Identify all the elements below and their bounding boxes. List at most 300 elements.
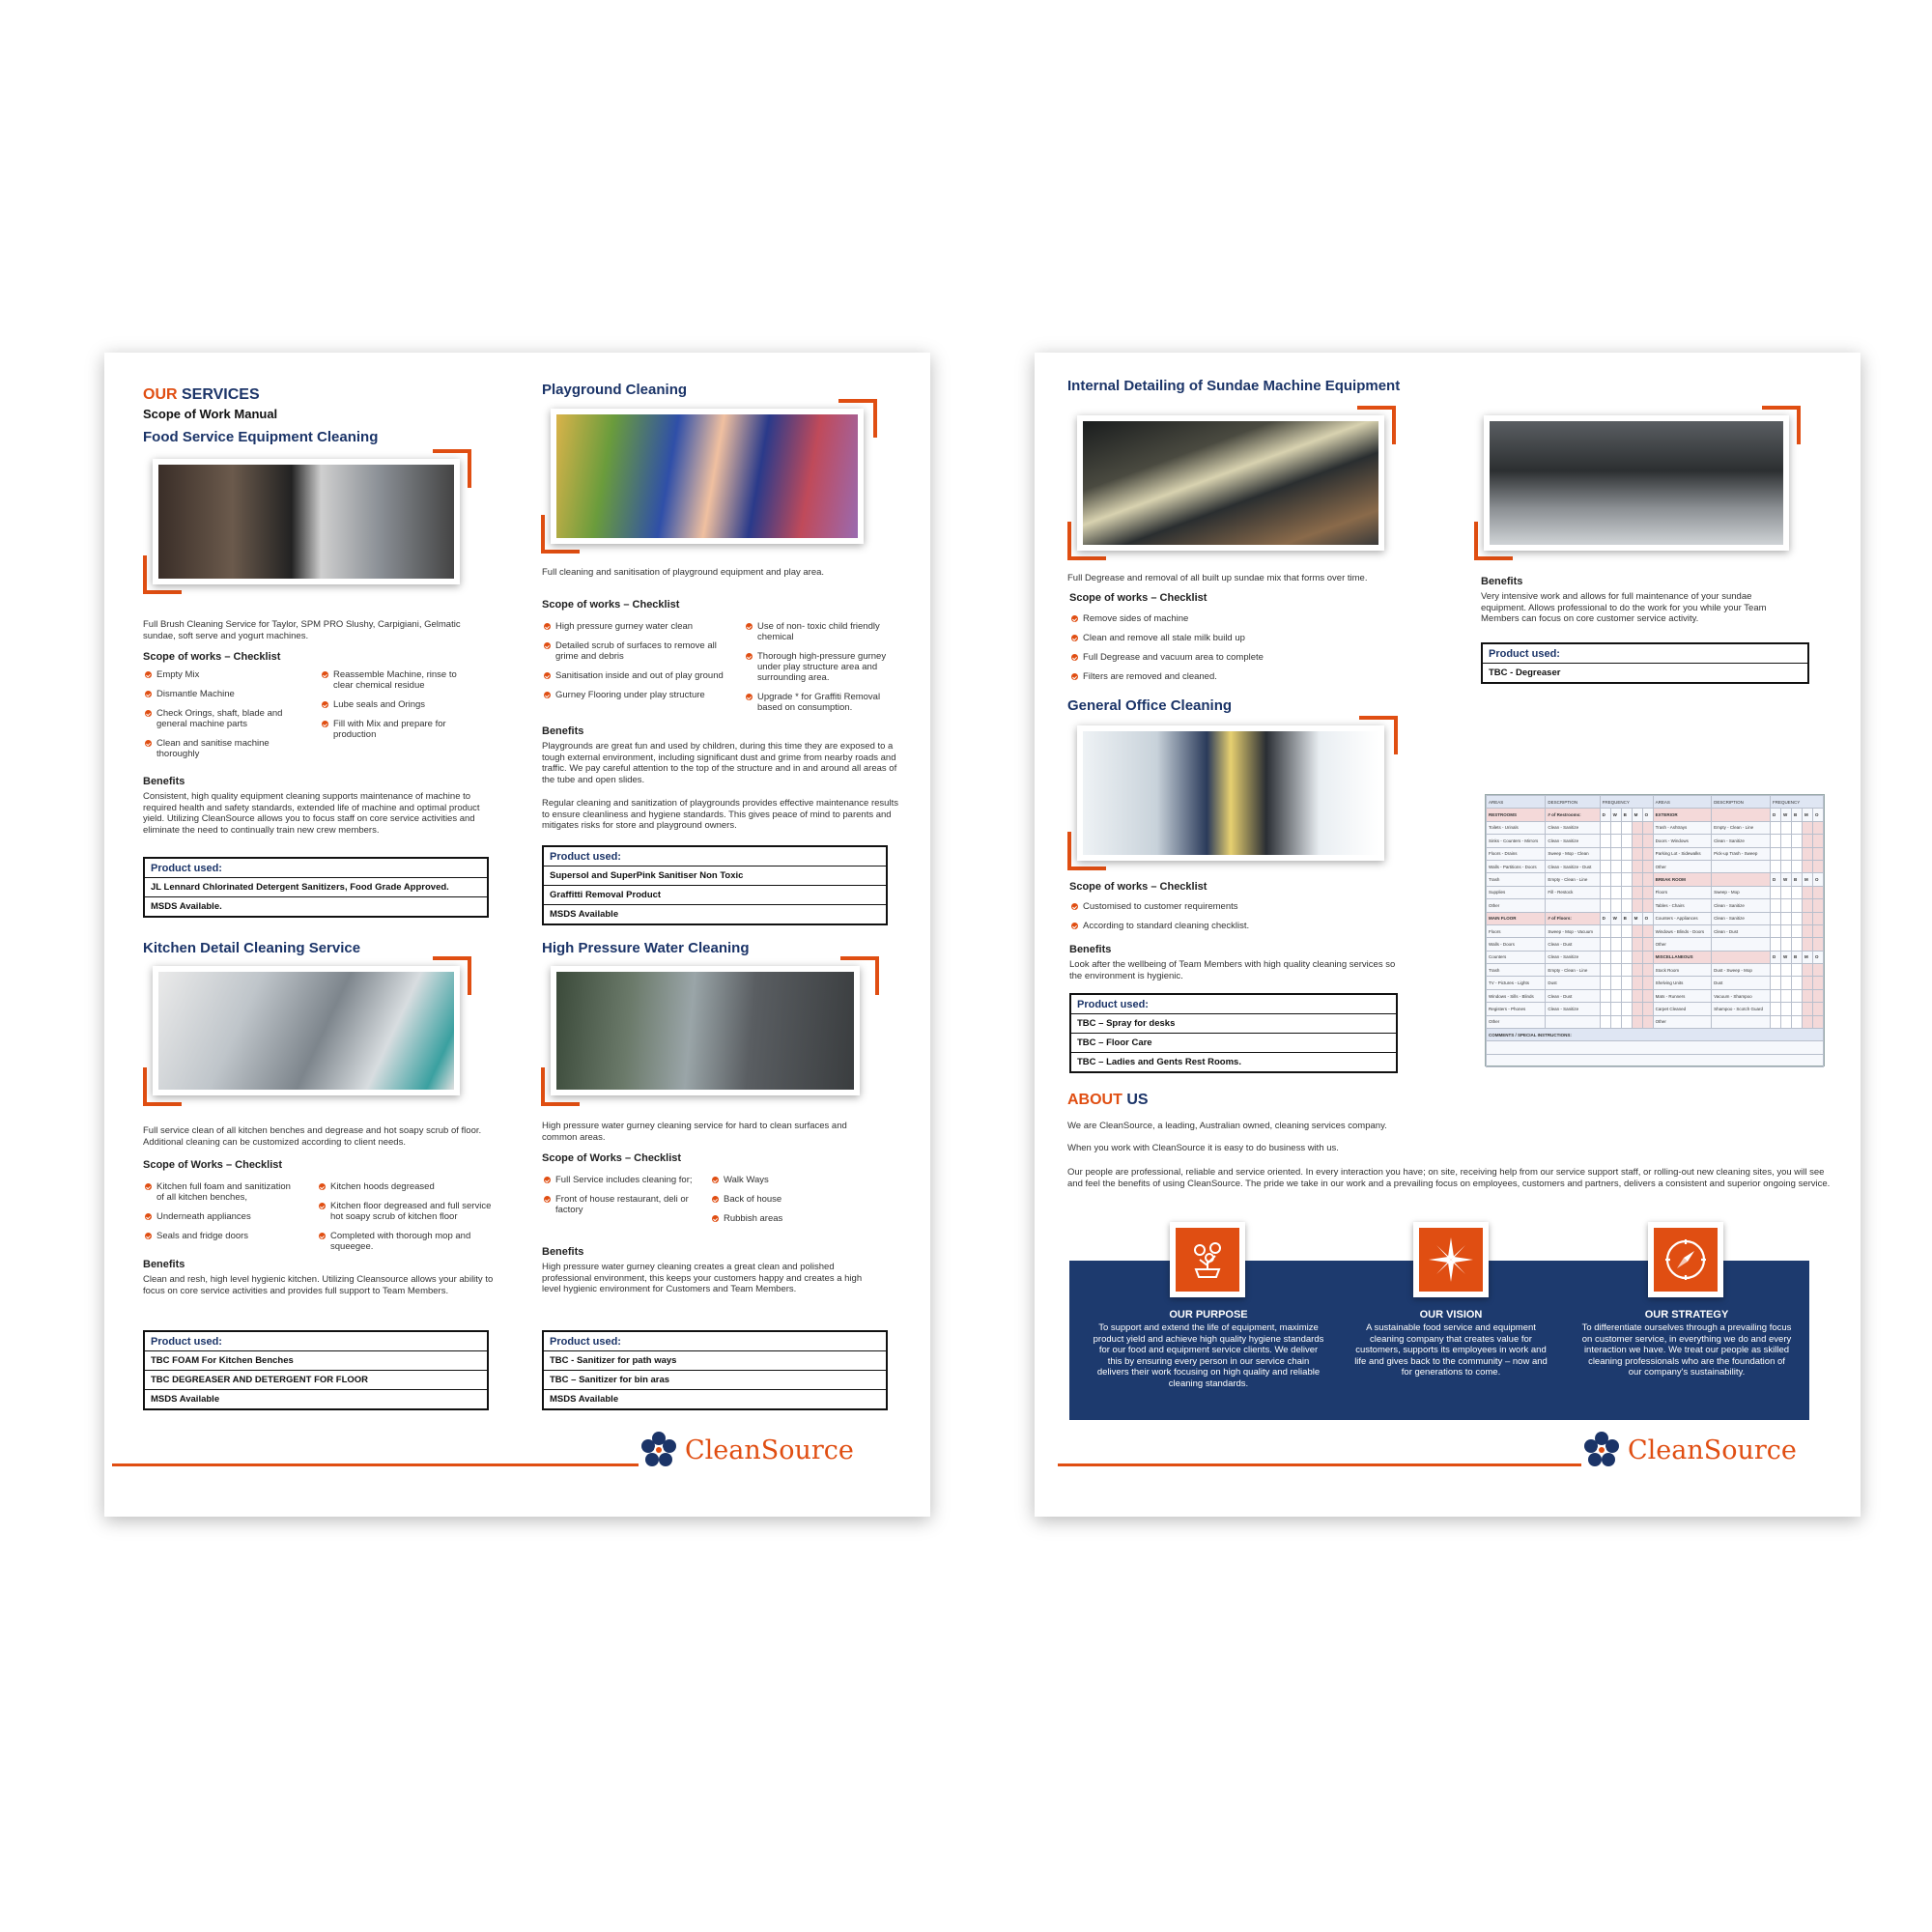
- pressure-product-table: [542, 1330, 888, 1410]
- schedule-cell: Supplies: [1487, 886, 1546, 898]
- checklist-item: Walk Ways: [712, 1175, 857, 1185]
- frequency-label: B: [1621, 809, 1632, 821]
- footer-rule: [1058, 1463, 1581, 1466]
- page-about: [1035, 353, 1861, 1517]
- playground-benefits-title: Benefits: [542, 725, 584, 737]
- frequency-cell: [1792, 847, 1803, 860]
- frequency-cell: [1610, 951, 1621, 963]
- product-header: Product used:: [543, 846, 887, 867]
- food-benefits-title: Benefits: [143, 776, 185, 787]
- footer-rule: [112, 1463, 639, 1466]
- schedule-row: [1487, 912, 1824, 924]
- cleansource-logo: [1581, 1430, 1797, 1470]
- schedule-cell: Walls - Partitions - Doors: [1487, 860, 1546, 872]
- schedule-row: [1487, 1015, 1824, 1028]
- frequency-cell: [1803, 899, 1813, 912]
- frequency-cell: [1813, 847, 1824, 860]
- frequency-cell: [1803, 924, 1813, 937]
- product-row: TBC – Floor Care: [1070, 1034, 1397, 1053]
- frequency-cell: [1803, 1003, 1813, 1015]
- schedule-cell: Other: [1487, 899, 1546, 912]
- frequency-label: D: [1600, 912, 1610, 924]
- schedule-row: [1487, 899, 1824, 912]
- frequency-label: O: [1813, 951, 1824, 963]
- schedule-cell: Dust: [1712, 977, 1771, 989]
- frequency-cell: [1610, 938, 1621, 951]
- product-row: TBC – Spray for desks: [1070, 1014, 1397, 1034]
- frequency-cell: [1781, 835, 1792, 847]
- frequency-cell: [1600, 899, 1610, 912]
- frequency-cell: [1803, 912, 1813, 924]
- frequency-label: W: [1610, 912, 1621, 924]
- strategy-title: OUR STRATEGY: [1644, 1309, 1729, 1321]
- frequency-cell: [1771, 989, 1781, 1002]
- frequency-label: O: [1813, 873, 1824, 886]
- purpose-icon-box: [1170, 1222, 1245, 1297]
- schedule-cell: [1546, 899, 1600, 912]
- office-checklist: [1071, 901, 1390, 940]
- strategy-icon-box: [1648, 1222, 1723, 1297]
- kitchen-benefits-title: Benefits: [143, 1259, 185, 1270]
- food-benefits: Consistent, high quality equipment cleaning supports maintenance of machine to required health and safety standards, extended life of machine and optimal product yield. Utilizing CleanSource allows you to focus staff on core service activities and eliminate the need to continually train new crew members.: [143, 791, 480, 836]
- schedule-cell: Clean - Sanitize: [1712, 835, 1771, 847]
- frequency-cell: [1600, 847, 1610, 860]
- frequency-cell: [1610, 847, 1621, 860]
- product-header: Product used:: [1482, 643, 1808, 664]
- frequency-label: M: [1803, 951, 1813, 963]
- frequency-label: B: [1621, 912, 1632, 924]
- schedule-cell: Floors: [1653, 886, 1712, 898]
- frequency-cell: [1621, 938, 1632, 951]
- schedule-row: [1487, 860, 1824, 872]
- frequency-cell: [1610, 924, 1621, 937]
- checklist-item: Front of house restaurant, deli or factory: [544, 1194, 698, 1215]
- checklist-item: Sanitisation inside and out of play ground: [544, 670, 727, 681]
- checklist-item: Use of non- toxic child friendly chemical: [746, 621, 905, 642]
- checklist-item: Detailed scrub of surfaces to remove all grime and debris: [544, 640, 727, 662]
- manual-subtitle: Scope of Work Manual: [143, 407, 278, 421]
- purpose-text: To support and extend the life of equipment, maximize product yield and achieve high quality hygiene standards for our food and equipment service clients. We deliver this by ensuring every person in our service chain delivers their work focusing on high quality and reliable cleaning standards.: [1093, 1322, 1324, 1389]
- kitchen-checklist-col2: [319, 1181, 502, 1261]
- schedule-row: [1487, 873, 1824, 886]
- logo-text: CleanSource: [685, 1435, 854, 1465]
- office-product-table: [1069, 993, 1398, 1073]
- kitchen-benefits: Clean and resh, high level hygienic kitchen. Utilizing Cleansource allows your ability to focus on core service activities and provides full support to Team Members.: [143, 1274, 494, 1296]
- frequency-cell: [1813, 924, 1824, 937]
- schedule-cell: Shelving Units: [1653, 977, 1712, 989]
- frequency-cell: [1792, 1003, 1803, 1015]
- frequency-cell: [1803, 1015, 1813, 1028]
- schedule-header: DESCRIPTION: [1712, 796, 1771, 809]
- frequency-cell: [1642, 989, 1653, 1002]
- frequency-cell: [1813, 860, 1824, 872]
- frequency-cell: [1813, 886, 1824, 898]
- frequency-cell: [1632, 938, 1642, 951]
- frequency-cell: [1632, 951, 1642, 963]
- schedule-cell: Counters - Appliances: [1653, 912, 1712, 924]
- pressure-title: High Pressure Water Cleaning: [542, 940, 750, 956]
- checklist-item: Filters are removed and cleaned.: [1071, 671, 1419, 682]
- checklist-item: According to standard cleaning checklist.: [1071, 921, 1390, 931]
- kitchen-product-table: [143, 1330, 489, 1410]
- schedule-cell: Empty - Clean - Line: [1712, 821, 1771, 834]
- frequency-label: M: [1632, 809, 1642, 821]
- schedule-cell: # of Restrooms:: [1546, 809, 1600, 821]
- about-p3: Our people are professional, reliable and service oriented. In every interaction you have; on site, receiving help from our service support staff, or rolling-out new cleaning sites, you will see and feel the benefits of using CleanSource. The pride we take in our work and a prevailing focus on employees, customers and partners, delivers a consistent and superior ongoing service.: [1067, 1167, 1831, 1189]
- frequency-cell: [1803, 821, 1813, 834]
- schedule-cell: [1712, 951, 1771, 963]
- product-row: MSDS Available: [144, 1390, 488, 1410]
- frequency-cell: [1781, 989, 1792, 1002]
- frequency-cell: [1642, 938, 1653, 951]
- pressure-checklist-col2: [712, 1175, 857, 1233]
- schedule-cell: Pick-up Trash - Sweep: [1712, 847, 1771, 860]
- frequency-cell: [1781, 912, 1792, 924]
- frequency-cell: [1600, 1003, 1610, 1015]
- frequency-cell: [1792, 977, 1803, 989]
- checklist-item: Back of house: [712, 1194, 857, 1205]
- schedule-cell: Other: [1487, 1015, 1546, 1028]
- frequency-label: M: [1803, 873, 1813, 886]
- schedule-cell: Clean - Sanitize: [1712, 912, 1771, 924]
- frequency-cell: [1771, 835, 1781, 847]
- frequency-cell: [1792, 860, 1803, 872]
- sundae-checklist-title: Scope of works – Checklist: [1069, 592, 1208, 604]
- frequency-label: D: [1771, 809, 1781, 821]
- page-services: [104, 353, 930, 1517]
- frequency-cell: [1813, 1003, 1824, 1015]
- schedule-cell: Shampoo - Scotch Guard: [1712, 1003, 1771, 1015]
- frequency-cell: [1642, 860, 1653, 872]
- schedule-cell: Trash - Ashtrays: [1653, 821, 1712, 834]
- schedule-cell: Clean - Sanitize: [1546, 835, 1600, 847]
- schedule-cell: Sweep - Mop - Clean: [1546, 847, 1600, 860]
- frequency-label: O: [1642, 809, 1653, 821]
- frequency-cell: [1632, 873, 1642, 886]
- frequency-cell: [1600, 873, 1610, 886]
- checklist-item: Full Degrease and vacuum area to complete: [1071, 652, 1419, 663]
- heading-services: SERVICES: [177, 386, 260, 403]
- pressure-benefits: High pressure water gurney cleaning creates a great clean and polished professional environment, this keeps your customers happy and creates a high level hygienic environment for Customers and Team Members.: [542, 1262, 863, 1294]
- playground-checklist-title: Scope of works – Checklist: [542, 599, 680, 611]
- frequency-cell: [1610, 821, 1621, 834]
- frequency-cell: [1781, 1015, 1792, 1028]
- schedule-cell: Fill - Restock: [1546, 886, 1600, 898]
- pressure-checklist-title: Scope of Works – Checklist: [542, 1152, 682, 1164]
- purpose-title: OUR PURPOSE: [1169, 1309, 1248, 1321]
- schedule-cell: Floors: [1487, 924, 1546, 937]
- office-cleaning-photo: [1077, 725, 1384, 861]
- checklist-item: Rubbish areas: [712, 1213, 857, 1224]
- frequency-cell: [1771, 1003, 1781, 1015]
- schedule-row: [1487, 951, 1824, 963]
- frequency-cell: [1600, 951, 1610, 963]
- frequency-cell: [1610, 886, 1621, 898]
- kitchen-image-frame: [143, 956, 471, 1106]
- schedule-cell: Tables - Chairs: [1653, 899, 1712, 912]
- schedule-row: [1487, 989, 1824, 1002]
- frequency-cell: [1632, 835, 1642, 847]
- frequency-cell: [1771, 912, 1781, 924]
- frequency-cell: [1632, 1003, 1642, 1015]
- vision-title: OUR VISION: [1419, 1309, 1483, 1321]
- frequency-cell: [1813, 964, 1824, 977]
- schedule-cell: [1546, 1015, 1600, 1028]
- food-title: Food Service Equipment Cleaning: [143, 429, 379, 445]
- frequency-cell: [1621, 989, 1632, 1002]
- us-word: US: [1122, 1092, 1149, 1108]
- frequency-cell: [1813, 938, 1824, 951]
- frequency-cell: [1600, 989, 1610, 1002]
- frequency-cell: [1781, 899, 1792, 912]
- schedule-cell: Empty - Clean - Line: [1546, 873, 1600, 886]
- kitchen-checklist-col1: [145, 1181, 299, 1250]
- checklist-item: Completed with thorough mop and squeegee.: [319, 1231, 502, 1252]
- frequency-cell: [1813, 1015, 1824, 1028]
- frequency-cell: [1632, 899, 1642, 912]
- frequency-cell: [1813, 977, 1824, 989]
- frequency-label: B: [1792, 951, 1803, 963]
- food-desc: Full Brush Cleaning Service for Taylor, SPM PRO Slushy, Carpigiani, Gelmatic sundae, soft serve and yogurt machines.: [143, 619, 461, 641]
- schedule-cell: EXTERIOR: [1653, 809, 1712, 821]
- schedule-cell: Vacuum - Shampoo: [1712, 989, 1771, 1002]
- product-row: TBC – Ladies and Gents Rest Rooms.: [1070, 1053, 1397, 1073]
- frequency-cell: [1642, 847, 1653, 860]
- checklist-item: Upgrade * for Graffiti Removal based on consumption.: [746, 692, 905, 713]
- pressure-desc: High pressure water gurney cleaning service for hard to clean surfaces and common areas.: [542, 1121, 847, 1143]
- product-row: TBC – Sanitizer for bin aras: [543, 1371, 887, 1390]
- schedule-table: [1486, 795, 1824, 1067]
- checklist-item: Reassemble Machine, rinse to clear chemical residue: [322, 669, 467, 691]
- frequency-cell: [1792, 886, 1803, 898]
- schedule-cell: Clean - Dust: [1546, 938, 1600, 951]
- schedule-cell: MISCELLANEOUS: [1653, 951, 1712, 963]
- frequency-cell: [1792, 821, 1803, 834]
- office-benefits: Look after the wellbeing of Team Members with high quality cleaning services so the environment is hygienic.: [1069, 959, 1396, 981]
- schedule-cell: Dust - Sweep - Mop: [1712, 964, 1771, 977]
- frequency-cell: [1600, 938, 1610, 951]
- checklist-item: Underneath appliances: [145, 1211, 299, 1222]
- schedule-cell: MAIN FLOOR: [1487, 912, 1546, 924]
- office-benefits-title: Benefits: [1069, 944, 1112, 955]
- frequency-cell: [1642, 835, 1653, 847]
- about-p2: When you work with CleanSource it is easy to do business with us.: [1067, 1143, 1339, 1153]
- frequency-cell: [1781, 886, 1792, 898]
- schedule-cell: # of Floors:: [1546, 912, 1600, 924]
- checklist-item: Kitchen full foam and sanitization of all kitchen benches,: [145, 1181, 299, 1203]
- frequency-cell: [1600, 860, 1610, 872]
- frequency-cell: [1813, 835, 1824, 847]
- food-equipment-photo: [153, 459, 460, 584]
- schedule-cell: Parking Lot - Sidewalks: [1653, 847, 1712, 860]
- frequency-label: W: [1781, 951, 1792, 963]
- schedule-row: [1487, 809, 1824, 821]
- schedule-comments: COMMENTS / SPECIAL INSTRUCTIONS:: [1487, 1029, 1824, 1041]
- schedule-cell: Windows - Blinds - Doors: [1653, 924, 1712, 937]
- food-checklist-col2: [322, 669, 467, 749]
- checklist-item: Seals and fridge doors: [145, 1231, 299, 1241]
- schedule-cell: RESTROOMS: [1487, 809, 1546, 821]
- playground-photo: [551, 409, 864, 544]
- schedule-header: DESCRIPTION: [1546, 796, 1600, 809]
- frequency-cell: [1792, 899, 1803, 912]
- frequency-label: W: [1781, 809, 1792, 821]
- logo-text: CleanSource: [1628, 1435, 1797, 1465]
- sundae-checklist: [1071, 613, 1419, 691]
- checklist-item: Clean and remove all stale milk build up: [1071, 633, 1419, 643]
- frequency-cell: [1792, 912, 1803, 924]
- product-row: MSDS Available: [543, 905, 887, 925]
- frequency-cell: [1600, 886, 1610, 898]
- frequency-label: W: [1610, 809, 1621, 821]
- checklist-item: Thorough high-pressure gurney under play structure area and surrounding area.: [746, 651, 905, 683]
- schedule-cell: Doors - Windows: [1653, 835, 1712, 847]
- schedule-cell: Sinks - Counters - Mirrors: [1487, 835, 1546, 847]
- frequency-cell: [1600, 924, 1610, 937]
- kitchen-desc: Full service clean of all kitchen benches and degrease and hot soapy scrub of floor. Additional cleaning can be customized according to client needs.: [143, 1125, 482, 1148]
- schedule-cell: [1712, 1015, 1771, 1028]
- frequency-cell: [1771, 977, 1781, 989]
- cleaning-schedule-form: [1485, 794, 1825, 1066]
- sundae-benefits: Very intensive work and allows for full maintenance of your sundae equipment. Allows professional to do the work for you while your Team Members can focus on core customer service activity.: [1481, 591, 1767, 624]
- schedule-row: [1487, 1003, 1824, 1015]
- frequency-cell: [1621, 899, 1632, 912]
- product-row: TBC - Sanitizer for path ways: [543, 1351, 887, 1371]
- frequency-cell: [1621, 924, 1632, 937]
- schedule-cell: Other: [1653, 860, 1712, 872]
- playground-benefits-1: Playgrounds are great fun and used by children, during this time they are exposed to a tough external environment, including significant dust and grime from nearby roads and traffic. We pay careful attention to the top of the structure and in and around all areas of the tube and open slides.: [542, 741, 897, 785]
- frequency-cell: [1621, 835, 1632, 847]
- kitchen-title: Kitchen Detail Cleaning Service: [143, 940, 361, 956]
- frequency-cell: [1610, 964, 1621, 977]
- product-row: Graffitti Removal Product: [543, 886, 887, 905]
- checklist-item: High pressure gurney water clean: [544, 621, 727, 632]
- frequency-cell: [1771, 1015, 1781, 1028]
- sundae-product-table: [1481, 642, 1809, 684]
- checklist-item: Full Service includes cleaning for;: [544, 1175, 698, 1185]
- sundae-machine-photo-2: [1484, 415, 1789, 551]
- kitchen-checklist-title: Scope of Works – Checklist: [143, 1159, 283, 1171]
- office-checklist-title: Scope of works – Checklist: [1069, 881, 1208, 893]
- schedule-cell: Clean - Dust: [1712, 924, 1771, 937]
- strategy-text: To differentiate ourselves through a prevailing focus on customer service, in everything we do and every interaction we have. We treat our people as skilled cleaning professionals who are the foundation of our company's sustainability.: [1581, 1322, 1792, 1378]
- frequency-cell: [1781, 1003, 1792, 1015]
- schedule-cell: [1712, 809, 1771, 821]
- frequency-cell: [1771, 860, 1781, 872]
- frequency-cell: [1792, 924, 1803, 937]
- frequency-cell: [1771, 821, 1781, 834]
- frequency-cell: [1610, 989, 1621, 1002]
- schedule-row: [1487, 821, 1824, 834]
- schedule-cell: Trash: [1487, 964, 1546, 977]
- product-header: Product used:: [144, 858, 488, 878]
- product-row: Supersol and SuperPink Sanitiser Non Toxic: [543, 867, 887, 886]
- frequency-cell: [1803, 835, 1813, 847]
- playground-product-table: [542, 845, 888, 925]
- frequency-cell: [1792, 989, 1803, 1002]
- frequency-cell: [1632, 886, 1642, 898]
- schedule-row: [1487, 835, 1824, 847]
- frequency-label: B: [1792, 809, 1803, 821]
- services-heading: [143, 386, 260, 404]
- frequency-cell: [1642, 886, 1653, 898]
- frequency-cell: [1632, 964, 1642, 977]
- playground-checklist-col2: [746, 621, 905, 722]
- frequency-label: O: [1813, 809, 1824, 821]
- schedule-row: [1487, 938, 1824, 951]
- product-row: TBC - Degreaser: [1482, 664, 1808, 684]
- frequency-cell: [1813, 912, 1824, 924]
- schedule-cell: Other: [1653, 1015, 1712, 1028]
- playground-checklist-col1: [544, 621, 727, 709]
- frequency-cell: [1621, 860, 1632, 872]
- product-row: MSDS Available: [543, 1390, 887, 1410]
- frequency-cell: [1642, 821, 1653, 834]
- frequency-cell: [1771, 938, 1781, 951]
- food-checklist-title: Scope of works – Checklist: [143, 651, 281, 663]
- cleansource-logo: [639, 1430, 854, 1470]
- schedule-header: AREAS: [1487, 796, 1546, 809]
- frequency-cell: [1610, 835, 1621, 847]
- schedule-cell: Walls - Doors: [1487, 938, 1546, 951]
- product-header: Product used:: [543, 1331, 887, 1351]
- schedule-cell: Carpet Cleaned: [1653, 1003, 1712, 1015]
- frequency-cell: [1771, 899, 1781, 912]
- sundae-desc: Full Degrease and removal of all built up sundae mix that forms over time.: [1067, 573, 1368, 583]
- schedule-header: FREQUENCY: [1600, 796, 1653, 809]
- frequency-cell: [1642, 977, 1653, 989]
- frequency-cell: [1632, 821, 1642, 834]
- frequency-cell: [1781, 821, 1792, 834]
- product-row: TBC DEGREASER AND DETERGENT FOR FLOOR: [144, 1371, 488, 1390]
- checklist-item: Dismantle Machine: [145, 689, 290, 699]
- product-row: JL Lennard Chlorinated Detergent Sanitizers, Food Grade Approved.: [144, 878, 488, 897]
- schedule-cell: Mats - Runners: [1653, 989, 1712, 1002]
- frequency-label: W: [1781, 873, 1792, 886]
- product-row: TBC FOAM For Kitchen Benches: [144, 1351, 488, 1371]
- frequency-cell: [1632, 860, 1642, 872]
- bonsai-icon: [1186, 1238, 1229, 1281]
- schedule-cell: Clean - Sanitize: [1546, 1003, 1600, 1015]
- checklist-item: Empty Mix: [145, 669, 290, 680]
- office-image-frame: [1067, 716, 1398, 870]
- frequency-cell: [1621, 886, 1632, 898]
- about-p1: We are CleanSource, a leading, Australian owned, cleaning services company.: [1067, 1121, 1387, 1131]
- sundae-image-frame-1: [1067, 406, 1396, 560]
- frequency-cell: [1813, 821, 1824, 834]
- checklist-item: Lube seals and Orings: [322, 699, 467, 710]
- frequency-cell: [1803, 886, 1813, 898]
- frequency-cell: [1792, 835, 1803, 847]
- frequency-label: D: [1771, 873, 1781, 886]
- schedule-row: [1487, 977, 1824, 989]
- frequency-cell: [1813, 989, 1824, 1002]
- frequency-cell: [1600, 821, 1610, 834]
- frequency-cell: [1621, 951, 1632, 963]
- sundae-benefits-title: Benefits: [1481, 576, 1523, 587]
- frequency-cell: [1600, 1015, 1610, 1028]
- schedule-cell: Trash: [1487, 873, 1546, 886]
- schedule-cell: Empty - Clean - Line: [1546, 964, 1600, 977]
- schedule-row: [1487, 847, 1824, 860]
- frequency-cell: [1610, 899, 1621, 912]
- frequency-label: B: [1792, 873, 1803, 886]
- frequency-cell: [1813, 899, 1824, 912]
- schedule-cell: Clean - Sanitize - Dust: [1546, 860, 1600, 872]
- frequency-cell: [1632, 924, 1642, 937]
- frequency-cell: [1621, 964, 1632, 977]
- pressure-photo: [551, 966, 860, 1095]
